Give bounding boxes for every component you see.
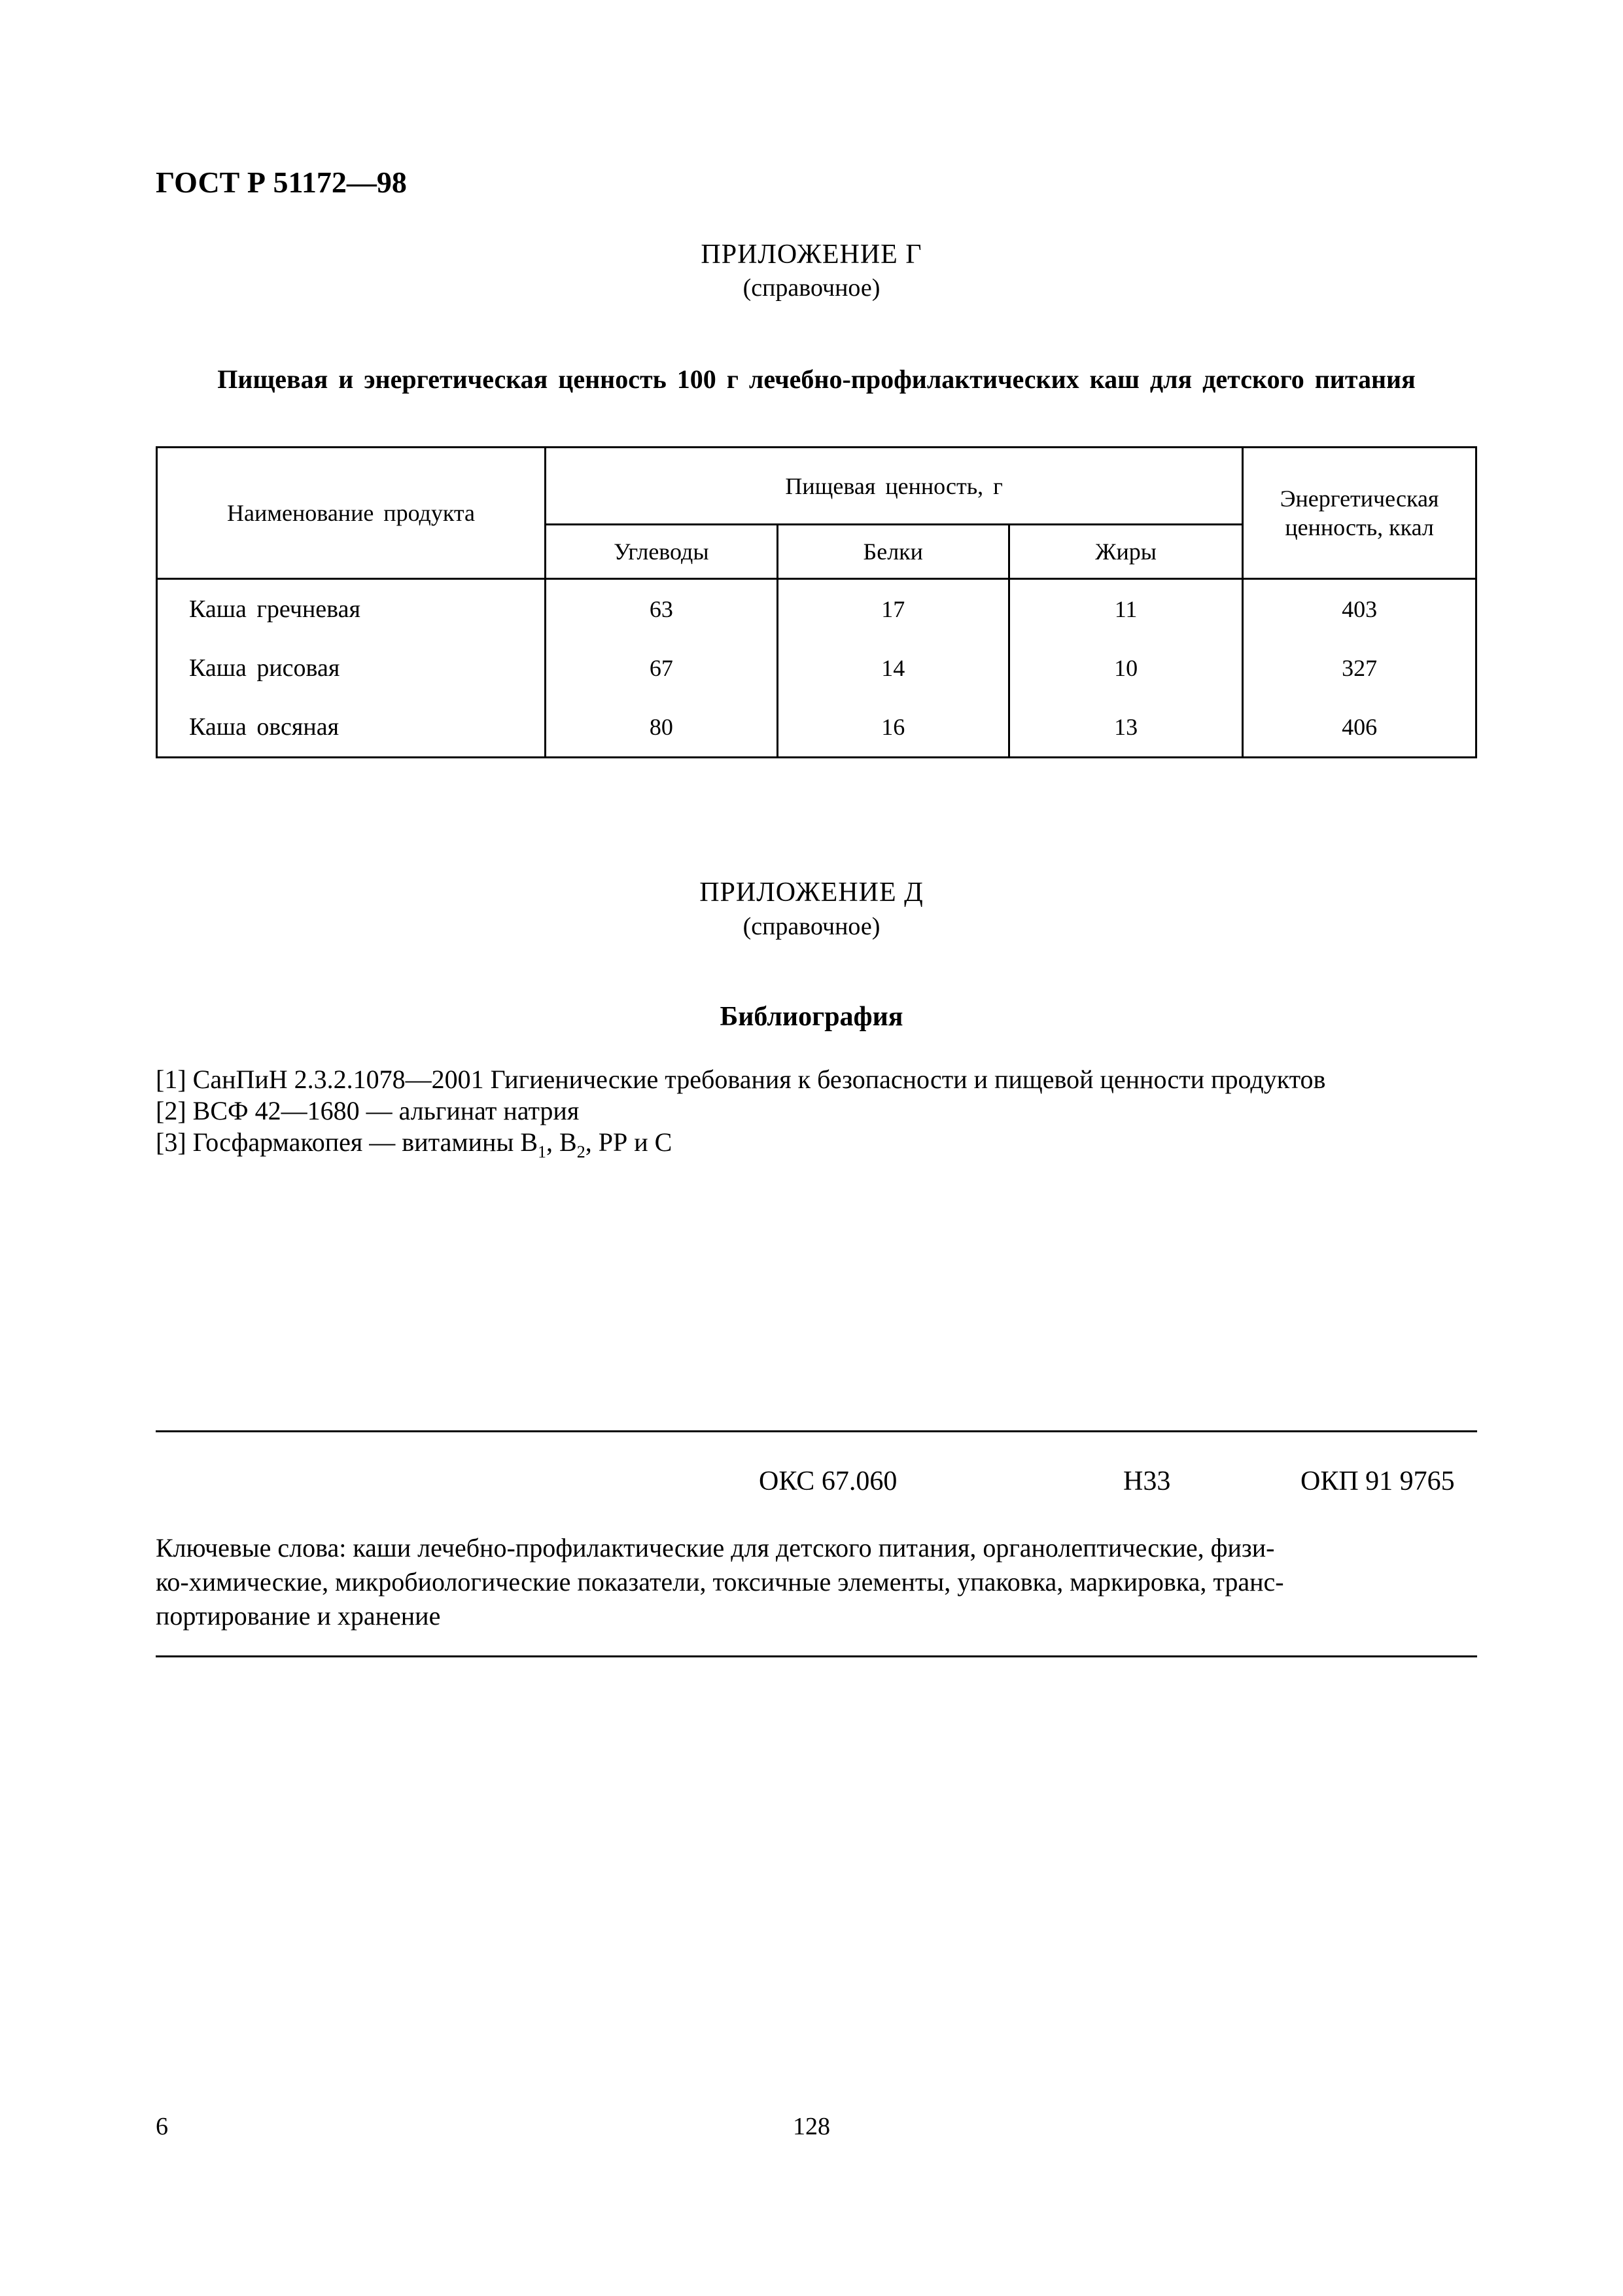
- header-energy-line1: Энергетическая: [1280, 486, 1439, 512]
- divider: [156, 1430, 1477, 1432]
- cell-product: Каша овсяная: [157, 698, 546, 758]
- keywords: [156, 1531, 1477, 1633]
- bibliography-item: [2] ВСФ 42—1680 — альгинат натрия: [156, 1096, 580, 1125]
- cell-protein: 16: [777, 698, 1009, 758]
- nutrition-table: [156, 446, 1477, 758]
- document-code: ГОСТ Р 51172—98: [156, 166, 407, 199]
- keywords-line: портирование и хранение: [156, 1601, 441, 1631]
- classification-group: Н33: [1123, 1466, 1171, 1496]
- bibliography-item: [1] СанПиН 2.3.2.1078—2001 Гигиенические требования к безопасности и пищевой ценности продуктов: [156, 1065, 1326, 1094]
- header-product-name: Наименование продукта: [157, 448, 546, 579]
- page-number-left: 6: [156, 2113, 168, 2140]
- cell-fat: 13: [1009, 698, 1242, 758]
- bibliography-item-text: , РР и С: [585, 1127, 672, 1157]
- cell-product: Каша гречневая: [157, 579, 546, 639]
- cell-energy: 403: [1243, 579, 1476, 639]
- bibliography-heading: Библиография: [720, 1002, 903, 1032]
- page-number-center: 128: [793, 2113, 830, 2140]
- cell-fat: 11: [1009, 579, 1242, 639]
- header-protein: Белки: [777, 525, 1009, 579]
- subscript: 1: [538, 1142, 547, 1161]
- cell-carbs: 80: [546, 698, 777, 758]
- table-title: Пищевая и энергетическая ценность 100 г лечебно-профилактических каш для детского питания: [217, 364, 1416, 394]
- appendix-d-title: ПРИЛОЖЕНИЕ Д: [699, 877, 924, 908]
- cell-protein: 14: [777, 639, 1009, 698]
- bibliography-item-text: [3] Госфармакопея — витамины В: [156, 1127, 538, 1157]
- header-carbs: Углеводы: [546, 525, 777, 579]
- header-energy: [1243, 448, 1476, 579]
- table-row: [157, 579, 1476, 639]
- header-nutrition-group: Пищевая ценность, г: [546, 448, 1243, 525]
- table-row: [157, 639, 1476, 698]
- table-row: [157, 698, 1476, 758]
- classification-okp: ОКП 91 9765: [1300, 1466, 1455, 1496]
- keywords-line: Ключевые слова: каши лечебно-профилактические для детского питания, органолептические, физи-: [156, 1533, 1275, 1563]
- cell-fat: 10: [1009, 639, 1242, 698]
- appendix-g-subtitle: (справочное): [742, 274, 881, 302]
- header-energy-line2: ценность, ккал: [1285, 514, 1434, 540]
- appendix-d-subtitle: (справочное): [742, 913, 881, 940]
- classification-oks: ОКС 67.060: [759, 1466, 898, 1496]
- appendix-g-title: ПРИЛОЖЕНИЕ Г: [701, 239, 922, 270]
- cell-protein: 17: [777, 579, 1009, 639]
- cell-carbs: 63: [546, 579, 777, 639]
- cell-energy: 327: [1243, 639, 1476, 698]
- subscript: 2: [576, 1142, 585, 1161]
- bibliography-item: [156, 1127, 1325, 1161]
- header-fat: Жиры: [1009, 525, 1242, 579]
- cell-energy: 406: [1243, 698, 1476, 758]
- divider: [156, 1655, 1477, 1657]
- cell-carbs: 67: [546, 639, 777, 698]
- cell-product: Каша рисовая: [157, 639, 546, 698]
- bibliography-item-text: , В: [546, 1127, 577, 1157]
- bibliography-list: [156, 1064, 1326, 1161]
- keywords-line: ко-химические, микробиологические показатели, токсичные элементы, упаковка, маркировка, транс-: [156, 1567, 1284, 1597]
